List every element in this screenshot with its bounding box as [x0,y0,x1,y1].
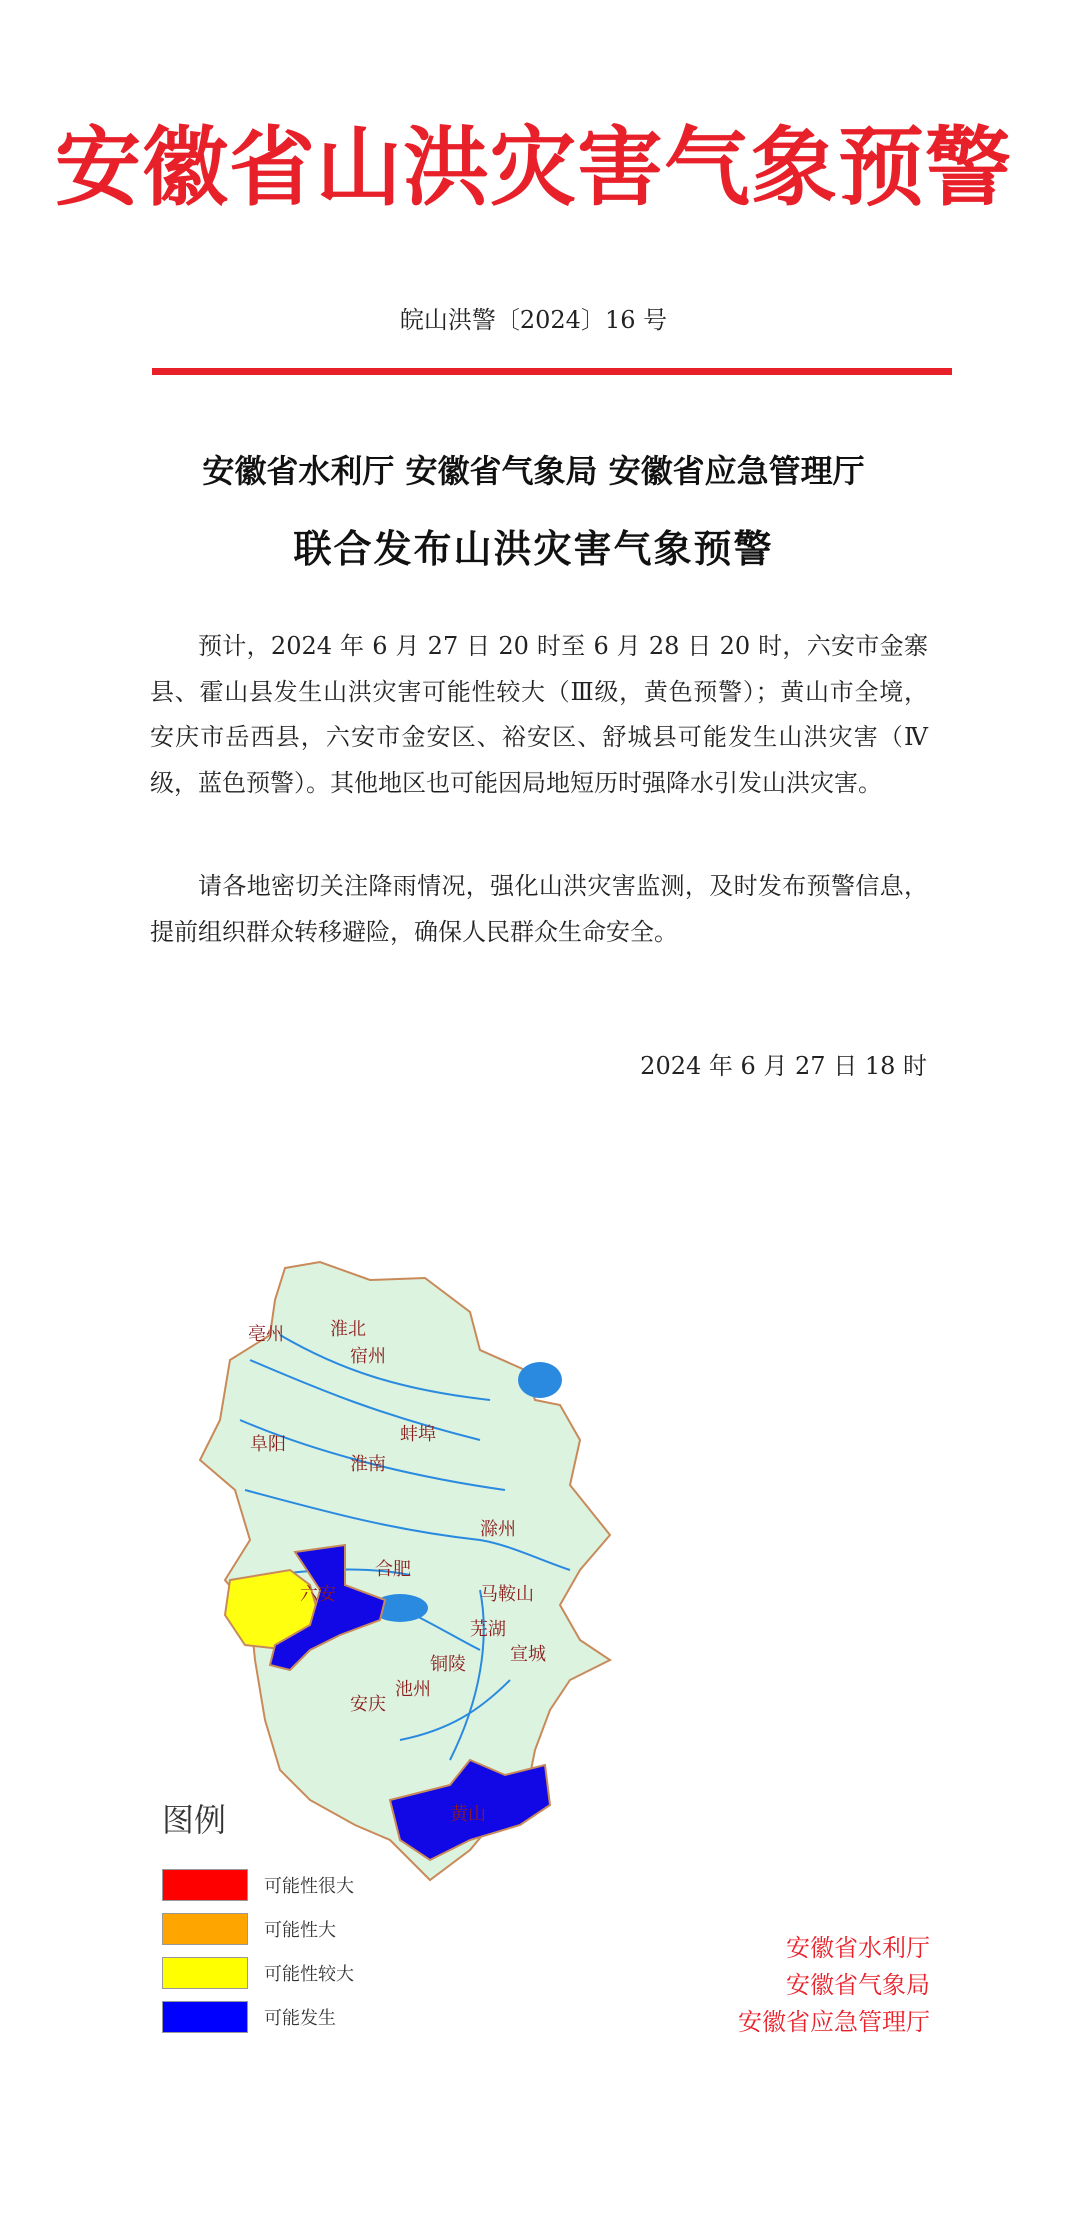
city-bozhou: 亳州 [248,1324,284,1345]
signoff-meteorological: 安徽省气象局 [786,1971,930,1999]
masthead-title: 安徽省山洪灾害气象预警 [55,117,1012,218]
legend-label: 可能发生 [264,2008,336,2029]
city-xuancheng: 宣城 [510,1644,546,1665]
legend-swatch-likely [162,1913,248,1945]
city-chizhou: 池州 [395,1679,431,1700]
city-suzhou: 宿州 [350,1346,386,1367]
issuing-agencies: 安徽省水利厅 安徽省气象局 安徽省应急管理厅 [202,452,865,490]
map-signoff [738,1930,930,2041]
legend-item [162,1951,412,1995]
city-anqing: 安庆 [350,1694,386,1715]
advice-paragraph: 请各地密切关注降雨情况，强化山洪灾害监测，及时发布预警信息，提前组织群众转移避险，确保人民群众生命安全。 [150,872,928,946]
city-fuyang: 阜阳 [250,1434,286,1455]
city-huainan: 淮南 [350,1454,386,1475]
signoff-emergency: 安徽省应急管理厅 [738,2008,930,2036]
legend-label: 可能性很大 [264,1876,354,1897]
city-maanshan: 马鞍山 [480,1584,534,1605]
signoff-water-resources: 安徽省水利厅 [786,1934,930,1962]
issue-date: 2024 年 6 月 27 日 18 时 [640,1052,927,1080]
city-huaibei: 淮北 [330,1319,366,1340]
legend-label: 可能性较大 [264,1964,354,1985]
legend-label: 可能性大 [264,1920,336,1941]
legend-item [162,1907,412,1951]
legend-swatch-fairly-likely [162,1957,248,1989]
hongze-lake [518,1362,562,1398]
city-luan: 六安 [300,1584,336,1605]
forecast-paragraph: 预计，2024 年 6 月 27 日 20 时至 6 月 28 日 20 时，六安市金寨县、霍山县发生山洪灾害可能性较大（Ⅲ级，黄色预警）；黄山市全境，安庆市岳西县，六安市金安区、裕安区、舒城县可能发生山洪灾害（Ⅳ级，蓝色预警）。其他地区也可能因局地短历时强降水引发山洪灾害。 [150,632,928,797]
city-tongling: 铜陵 [430,1654,466,1675]
city-huangshan: 黄山 [450,1804,486,1825]
city-chuzhou: 滁州 [480,1519,516,1540]
map-legend [162,1795,412,2039]
document-number: 皖山洪警〔2024〕16 号 [399,306,668,334]
legend-title: 图例 [162,1801,227,1839]
legend-swatch-possible [162,2001,248,2033]
notice-title: 联合发布山洪灾害气象预警 [293,527,774,571]
legend-item [162,1995,412,2039]
header-divider [152,368,952,375]
legend-swatch-very-likely [162,1869,248,1901]
city-hefei: 合肥 [375,1559,411,1580]
city-wuhu: 芜湖 [470,1619,506,1640]
city-bengbu: 蚌埠 [400,1424,436,1445]
legend-item [162,1863,412,1907]
